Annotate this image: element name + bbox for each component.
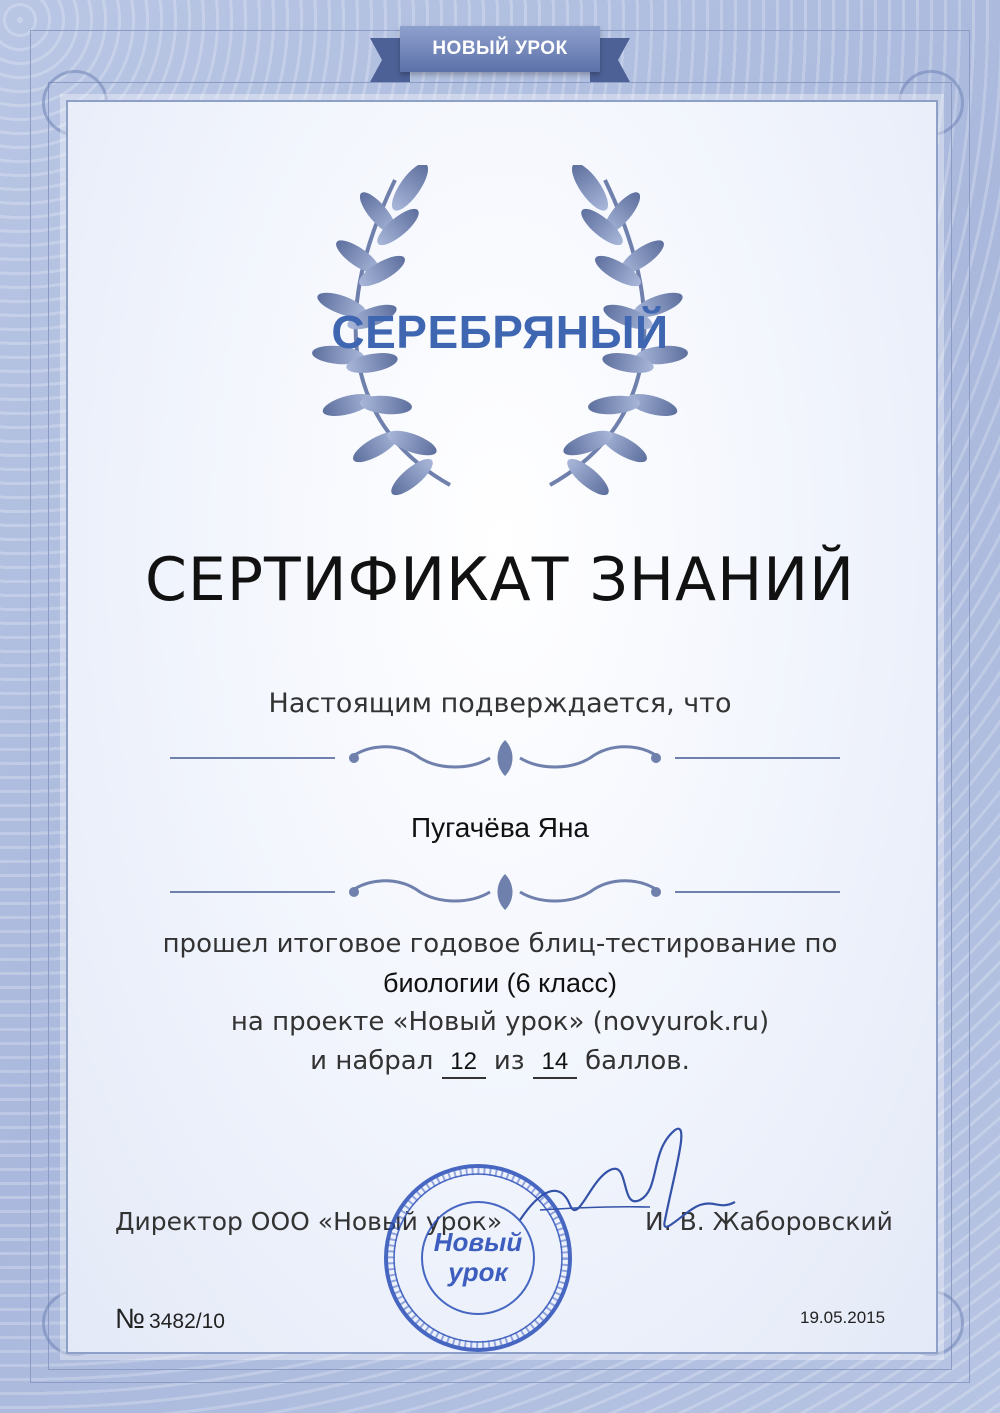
score-between: из: [493, 1046, 525, 1076]
company-stamp-icon: [378, 1148, 578, 1378]
issue-date: 19.05.2015: [800, 1308, 886, 1327]
score-suffix: баллов.: [585, 1046, 690, 1076]
recipient-name: Пугачёва Яна: [410, 812, 589, 843]
subject-name: биологии (6 класс): [383, 968, 617, 998]
achievement-line-1: прошел итоговое годовое блиц-тестирование по: [162, 929, 838, 959]
ribbon-label: НОВЫЙ УРОК: [400, 26, 600, 72]
director-title: Директор ООО «Новый урок»: [115, 1207, 503, 1236]
confirmation-text: Настоящим подверждается, что: [268, 688, 732, 719]
stamp-text-2: урок: [448, 1257, 508, 1287]
score-prefix: и набрал: [310, 1046, 434, 1076]
achievement-text: [0, 925, 1000, 1081]
score-value: 12: [442, 1047, 486, 1079]
ornamental-divider-bottom: [170, 872, 840, 912]
max-score-value: 14: [533, 1047, 577, 1079]
certificate-number: [115, 1303, 225, 1335]
director-name: И. В. Жаборовский: [645, 1207, 893, 1236]
ornamental-divider-top: [170, 738, 840, 778]
number-value: 3482/10: [149, 1310, 225, 1333]
header-ribbon: [370, 26, 630, 82]
certificate-title: СЕРТИФИКАТ ЗНАНИЙ: [145, 545, 855, 615]
medal-level: СЕРЕБРЯНЫЙ: [331, 306, 669, 358]
stamp-text-1: Новый: [433, 1227, 523, 1257]
number-symbol: №: [115, 1303, 146, 1334]
score-line: [0, 1042, 1000, 1081]
achievement-line-3: на проекте «Новый урок» (novyurok.ru): [230, 1007, 770, 1037]
